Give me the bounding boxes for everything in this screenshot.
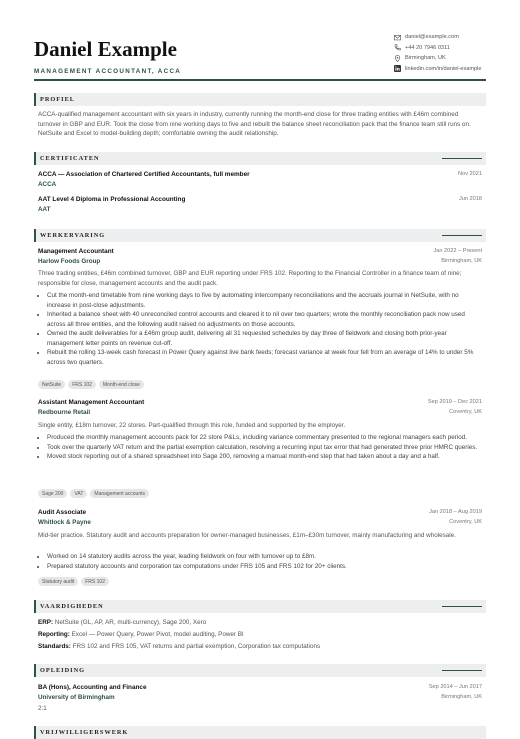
section-title: VAARDIGHEDEN xyxy=(40,603,104,610)
job-company-row xyxy=(38,258,482,268)
certificate-issuer-row xyxy=(38,206,482,216)
section-title: VRIJWILLIGERSWERK xyxy=(40,729,129,736)
job-bullet: • Moved stock reporting out of a shared spreadsheet into Sage 200, removing a manual month-end step that had taken about a day and a half. xyxy=(47,452,482,462)
contact-list xyxy=(394,32,486,74)
section-header-education xyxy=(34,664,486,677)
job-dates: Jan 2022 – Present xyxy=(433,248,482,254)
contact-email[interactable] xyxy=(394,32,486,43)
skill-value: Excel — Power Query, Power Pivot, model auditing, Power BI xyxy=(71,631,244,638)
section-decor-line xyxy=(442,670,482,671)
section-accent-bar xyxy=(34,600,36,613)
location-icon xyxy=(394,55,401,62)
job-dates: Sep 2019 – Dec 2021 xyxy=(427,399,482,405)
certificate-name: AAT Level 4 Diploma in Professional Accounting xyxy=(38,196,186,203)
skill-line xyxy=(38,643,482,650)
certificate-issuer-row xyxy=(38,181,482,191)
job-bullets xyxy=(38,291,482,367)
job-company: Redbourne Retail xyxy=(38,409,91,416)
certificate-date: Jun 2018 xyxy=(458,196,482,202)
job-tags xyxy=(38,577,109,586)
job-company-row xyxy=(38,519,482,529)
job-bullet: • Owned the audit deliverables for a £46m group audit, delivering all 31 requested schedules by day three of fieldwork and closing both prior-year management letter points on revenue cut-off. xyxy=(47,329,482,348)
resume-header xyxy=(34,36,486,96)
skill-line xyxy=(38,631,482,638)
skill-label: ERP: xyxy=(38,619,54,626)
job-company: Whitlock & Payne xyxy=(38,519,91,526)
linkedin-icon xyxy=(394,65,401,72)
job-bullet: • Rebuilt the rolling 13-week cash forecast in Power Query against live bank feeds; forecast variance at week four fell from an average of 14% to under 5% across two quarters. xyxy=(47,348,482,367)
section-accent-bar xyxy=(34,93,36,106)
contact-linkedin-text: linkedin.com/in/daniel-example xyxy=(405,65,482,72)
skill-line xyxy=(38,619,482,626)
skill-value: FRS 102 and FRS 105, VAT returns and partial exemption, Corporation tax computations xyxy=(72,643,321,650)
job-role: Audit Associate xyxy=(38,509,87,516)
job-bullet: • Took over the quarterly VAT return and the partial exemption calculation, resolving a recurring input tax error that had generated three prior HMRC queries. xyxy=(47,443,482,453)
certificate-date: Nov 2021 xyxy=(458,171,482,177)
section-title: CERTIFICATEN xyxy=(40,155,100,162)
phone-icon xyxy=(394,44,401,51)
certificate-item xyxy=(38,171,482,181)
job-title-row xyxy=(38,399,482,409)
education-grade: 2:1 xyxy=(38,705,47,712)
contact-linkedin[interactable] xyxy=(394,64,486,75)
job-location: Coventry, UK xyxy=(449,519,482,525)
skill-tag: FRS 102 xyxy=(68,380,96,389)
education-location: Birmingham, UK xyxy=(441,694,482,700)
job-bullet: • Worked on 14 statutory audits across the year, leading fieldwork on four with turnover up to £8m. xyxy=(47,552,482,562)
education-school: University of Birmingham xyxy=(38,694,115,701)
job-dates: Jan 2018 – Aug 2019 xyxy=(429,509,482,515)
contact-phone[interactable] xyxy=(394,43,486,54)
section-accent-bar xyxy=(34,726,36,739)
section-header-profile xyxy=(34,93,486,106)
certificate-issuer: ACCA xyxy=(38,181,57,188)
job-title: MANAGEMENT ACCOUNTANT, ACCA xyxy=(34,68,182,75)
section-title: PROFIEL xyxy=(40,96,75,103)
skill-tag: Month-end close xyxy=(99,380,144,389)
skill-tag: FRS 102 xyxy=(81,577,109,586)
education-dates: Sep 2014 – Jun 2017 xyxy=(428,684,482,690)
job-role: Assistant Management Accountant xyxy=(38,399,145,406)
section-header-experience xyxy=(34,229,486,242)
job-bullet: • Inherited a balance sheet with 40 unreconciled control accounts and cleared it to nil over two quarters; wrote the monthly reconciliation pack now used across all three entities, and the following audit raised no adjustments on those accounts. xyxy=(47,310,482,329)
job-title-row xyxy=(38,509,482,519)
certificate-issuer: AAT xyxy=(38,206,51,213)
education-school-row xyxy=(38,694,482,704)
skill-tag: NetSuite xyxy=(38,380,65,389)
job-bullet: • Prepared statutory accounts and corporation tax computations under FRS 105 and FRS 102 for 20+ clients. xyxy=(47,562,482,572)
section-header-certificates xyxy=(34,152,486,165)
job-role: Management Accountant xyxy=(38,248,114,255)
email-icon xyxy=(394,34,401,41)
contact-location xyxy=(394,53,486,64)
certificate-name: ACCA — Association of Chartered Certified Accountants, full member xyxy=(38,171,250,178)
job-location: Birmingham, UK xyxy=(441,258,482,264)
job-location: Coventry, UK xyxy=(449,409,482,415)
job-bullet: • Produced the monthly management accounts pack for 22 store P&Ls, including variance commentary presented to the regional managers each period. xyxy=(47,433,482,443)
contact-phone-text: +44 20 7946 0311 xyxy=(405,44,450,51)
section-decor-line xyxy=(442,606,482,607)
section-header-skills xyxy=(34,600,486,613)
skill-label: Reporting: xyxy=(38,631,70,638)
section-accent-bar xyxy=(34,229,36,242)
section-accent-bar xyxy=(34,152,36,165)
section-title: OPLEIDING xyxy=(40,667,86,674)
job-tags xyxy=(38,489,149,498)
header-divider xyxy=(34,79,486,81)
job-bullets xyxy=(38,433,482,462)
section-title: WERKERVARING xyxy=(40,232,106,239)
section-accent-bar xyxy=(34,664,36,677)
job-company-row xyxy=(38,409,482,419)
section-decor-line xyxy=(442,235,482,236)
job-bullet: • Cut the month-end timetable from nine working days to five by automating intercompany reconciliations and the accruals journal in NetSuite, with no increase in post-close adjustments. xyxy=(47,291,482,310)
skill-label: Standards: xyxy=(38,643,71,650)
job-summary: Mid-tier practice. Statutory audit and accounts preparation for owner-managed businesses, £1m–£30m turnover, mainly manufacturing and wholesale. xyxy=(38,532,456,539)
job-company: Harlow Foods Group xyxy=(38,258,101,265)
skill-tag: Statutory audit xyxy=(38,577,78,586)
section-decor-line xyxy=(442,158,482,159)
job-summary: Three trading entities, £46m combined turnover, GBP and EUR reporting under FRS 102. Reporting to the Financial Controller in a finance team of nine; responsible for close, management accounts and the audit pack. xyxy=(38,270,462,287)
profile-summary: ACCA-qualified management accountant with six years in industry, currently running the month-end close for three trading entities with £46m combined turnover in GBP and EUR. Took the close from nine working days to five and rebuilt the balance sheet reconciliation pack that the finance team still runs on. NetSuite and Excel to model-building depth; comfortable owning the audit relationship. xyxy=(38,111,471,137)
contact-location-text: Birmingham, UK xyxy=(405,55,446,62)
person-name: Daniel Example xyxy=(34,37,177,61)
skill-tag: Sage 200 xyxy=(38,489,67,498)
education-title-row xyxy=(38,684,482,694)
skill-value: NetSuite (GL, AP, AR, multi-currency), Sage 200, Xero xyxy=(54,619,207,626)
contact-email-text: daniel@example.com xyxy=(405,34,459,41)
job-tags xyxy=(38,380,144,389)
skill-tag: Management accounts xyxy=(90,489,149,498)
job-title-row xyxy=(38,248,482,258)
skill-tag: VAT xyxy=(70,489,87,498)
job-summary: Single entity, £18m turnover, 22 stores. Part-qualified through this role, funded and supported by the employer. xyxy=(38,422,346,429)
education-degree: BA (Hons), Accounting and Finance xyxy=(38,684,147,691)
job-bullets xyxy=(38,552,482,571)
certificate-item xyxy=(38,196,482,206)
section-header-volunteering xyxy=(34,726,486,739)
